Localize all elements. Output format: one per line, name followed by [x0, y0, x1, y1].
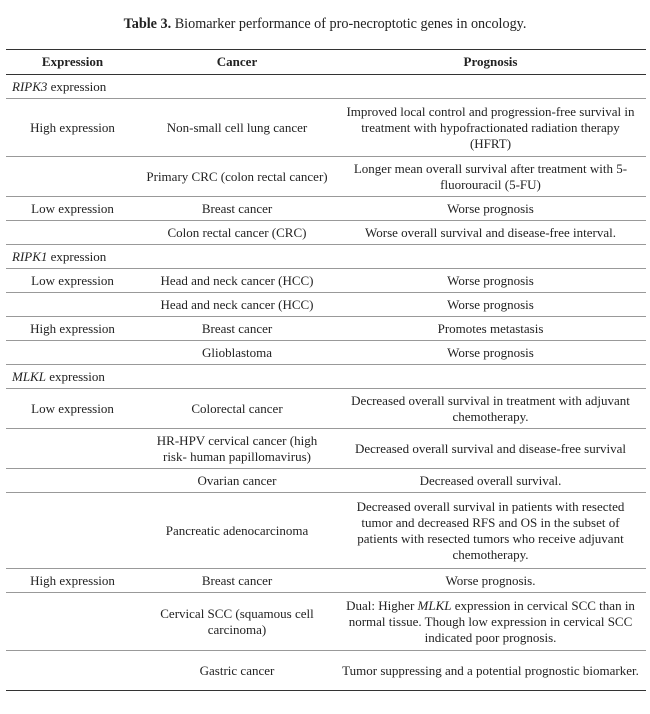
table-number: Table 3. [123, 16, 172, 32]
prognosis-cell: Worse prognosis [335, 197, 646, 221]
expression-cell: High expression [6, 317, 139, 341]
cancer-cell: Glioblastoma [139, 341, 335, 365]
expression-cell: Low expression [6, 389, 139, 429]
prognosis-cell: Worse prognosis [335, 293, 646, 317]
expression-cell [6, 341, 139, 365]
header-row [6, 50, 646, 75]
prognosis-cell: Decreased overall survival in patients with resected tumor and decreased RFS and OS in the subset of patients with resected tumors who receive adjuvant chemotherapy. [335, 493, 646, 569]
gene-name: MLKL [12, 368, 46, 384]
table-row [6, 493, 646, 569]
table-row [6, 157, 646, 197]
table-row [6, 651, 646, 691]
cancer-cell: Head and neck cancer (HCC) [139, 269, 335, 293]
group-row-ripk3 [6, 75, 646, 99]
prognosis-cell: Worse overall survival and disease-free interval. [335, 221, 646, 245]
table-row [6, 269, 646, 293]
cancer-cell: Colorectal cancer [139, 389, 335, 429]
header-expression: Expression [6, 50, 139, 75]
biomarker-table [6, 49, 646, 691]
group-label [6, 365, 139, 389]
expression-cell [6, 429, 139, 469]
expression-cell [6, 469, 139, 493]
prognosis-text: Dual: Higher [346, 597, 418, 613]
expression-cell: Low expression [6, 197, 139, 221]
table-row [6, 469, 646, 493]
cancer-cell: Breast cancer [139, 317, 335, 341]
prognosis-cell: Tumor suppressing and a potential prognostic biomarker. [335, 651, 646, 691]
cancer-cell: Pancreatic adenocarcinoma [139, 493, 335, 569]
cancer-cell: Primary CRC (colon rectal cancer) [139, 157, 335, 197]
cancer-cell: Colon rectal cancer (CRC) [139, 221, 335, 245]
table-row [6, 197, 646, 221]
table-row [6, 593, 646, 651]
prognosis-cell: Improved local control and progression-free survival in treatment with hypofractionated radiation therapy (HFRT) [335, 99, 646, 157]
table-row [6, 341, 646, 365]
cancer-cell: Non-small cell lung cancer [139, 99, 335, 157]
table-caption [0, 16, 650, 33]
prognosis-cell: Worse prognosis. [335, 569, 646, 593]
cancer-cell: Head and neck cancer (HCC) [139, 293, 335, 317]
prognosis-cell: Promotes metastasis [335, 317, 646, 341]
expression-cell: High expression [6, 99, 139, 157]
expression-cell [6, 221, 139, 245]
table-row [6, 317, 646, 341]
gene-name: MLKL [417, 597, 452, 613]
group-row-ripk1 [6, 245, 646, 269]
cancer-cell: Gastric cancer [139, 651, 335, 691]
expression-cell [6, 293, 139, 317]
expression-cell [6, 593, 139, 651]
prognosis-cell: Decreased overall survival and disease-free survival [335, 429, 646, 469]
table-row [6, 429, 646, 469]
prognosis-cell: Decreased overall survival in treatment with adjuvant chemotherapy. [335, 389, 646, 429]
table-row [6, 293, 646, 317]
cancer-cell: Cervical SCC (squamous cell carcinoma) [139, 593, 335, 651]
table-row [6, 221, 646, 245]
table-row [6, 99, 646, 157]
expression-cell: High expression [6, 569, 139, 593]
prognosis-cell [335, 593, 646, 651]
prognosis-text: expression in cervical SCC than in normal tissue. Though low expression in cervical SCC indicated poor prognosis. [348, 597, 635, 645]
cancer-cell: Breast cancer [139, 197, 335, 221]
expression-cell [6, 493, 139, 569]
group-label [6, 245, 139, 269]
group-suffix: expression [47, 248, 107, 264]
table-row [6, 389, 646, 429]
expression-cell [6, 157, 139, 197]
group-label [6, 75, 139, 99]
cancer-cell: HR-HPV cervical cancer (high risk- human papillomavirus) [139, 429, 335, 469]
gene-name: RIPK3 [12, 78, 48, 94]
prognosis-cell: Worse prognosis [335, 269, 646, 293]
expression-cell: Low expression [6, 269, 139, 293]
expression-cell [6, 651, 139, 691]
gene-name: RIPK1 [12, 248, 48, 264]
group-row-mlkl [6, 365, 646, 389]
table-row [6, 569, 646, 593]
group-suffix: expression [45, 368, 105, 384]
group-suffix: expression [47, 78, 107, 94]
prognosis-cell: Worse prognosis [335, 341, 646, 365]
prognosis-cell: Longer mean overall survival after treatment with 5-fluorouracil (5-FU) [335, 157, 646, 197]
table-title: Biomarker performance of pro-necroptotic genes in oncology. [174, 16, 527, 32]
cancer-cell: Ovarian cancer [139, 469, 335, 493]
cancer-cell: Breast cancer [139, 569, 335, 593]
header-cancer: Cancer [139, 50, 335, 75]
header-prognosis: Prognosis [335, 50, 646, 75]
prognosis-cell: Decreased overall survival. [335, 469, 646, 493]
